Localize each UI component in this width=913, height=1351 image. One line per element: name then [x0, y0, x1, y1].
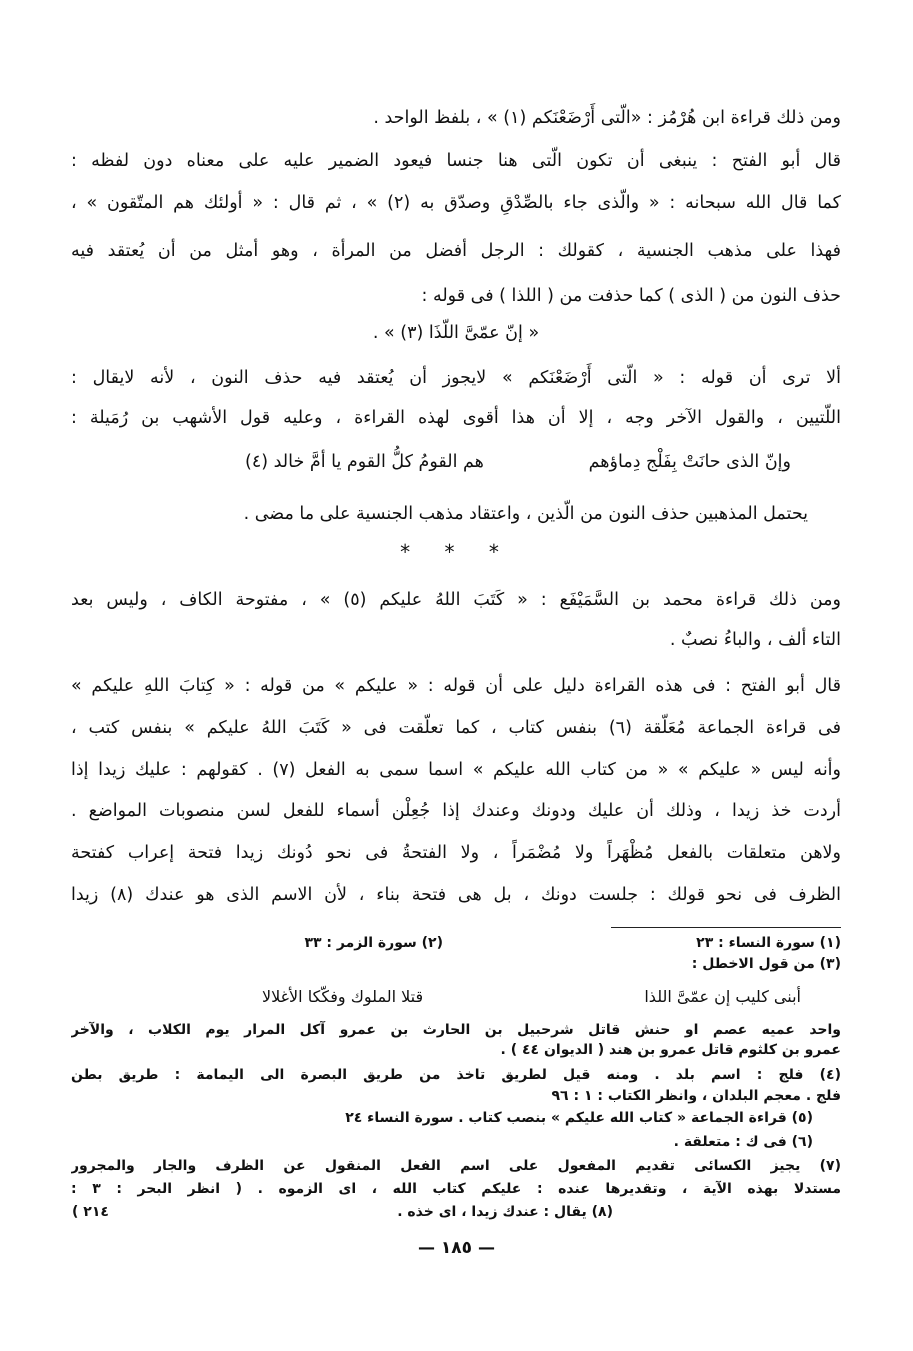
footnote-7-line-2: مستدلا بهذه الآية ، وتقديرها عنده : عليكم كتاب الله ، اى الزموه . ( انظر البحر : ٣ : [71, 1181, 841, 1197]
body-line-7: ألا ترى أن قوله : « الّتى أَرْضَعْنَكم » لايجوز أن يُعتقد فيه حذف النون ، لأنه لايقال : [71, 368, 841, 388]
body-line-17: الظرف فى نحو قولك : جلست دونك ، بل هى فتحة بناء ، لأن الاسم الذى هو عندك (٨) زيدا [71, 885, 841, 905]
footnote-1: (١) سورة النساء : ٢٣ [696, 935, 841, 951]
footnote-3-verse-second: قتلا الملوك وفكّكا الأغلالا [262, 987, 424, 1006]
body-line-16: ولاهن متعلقات بالفعل مُظْهَراً ولا مُضْمَراً ، ولا الفتحةُ فى نحو دُونك زيدا فتحة إعراب كفتحة [71, 843, 841, 863]
verse-second-hemistich: هم القومُ كلُّ القوم يا أمَّ خالد (٤) [245, 452, 484, 472]
footnote-3: (٣) من قول الاخطل : [691, 956, 841, 972]
section-separator: * * * [400, 540, 513, 564]
footnote-8: (٨) يقال : عندك زيدا ، اى خذه . [397, 1204, 613, 1220]
footnote-4-line-2: فلج . معجم البلدان ، وانظر الكتاب : ١ : ٩٦ [551, 1088, 841, 1104]
footnote-3-verse-first: أبنى كليب إن عمّىَّ اللذا [644, 987, 801, 1006]
body-line-14: وأنه ليس « عليكم » « من كتاب الله عليكم » اسما سمى به الفعل (٧) . كقولهم : عليك زيدا إذا [71, 760, 841, 780]
body-line-9: يحتمل المذهبين حذف النون من الّذين ، واعتقاد مذهب الجنسية على ما مضى . [243, 504, 808, 524]
footnote-6: (٦) فى ك : متعلقة . [673, 1134, 813, 1150]
footnote-7-line-1: (٧) يجيز الكسائى تقديم المفعول على اسم الفعل المنقول عن الظرف والجار والمجرور [71, 1158, 841, 1174]
page-number: — ١٨٥ — [418, 1238, 495, 1258]
body-line-8: اللّتيين ، والقول الآخر وجه ، إلا أن هذا أقوى لهذه القراءة ، وعليه قول الأشهب بن رُمَيلة : [71, 408, 841, 428]
body-line-12: قال أبو الفتح : فى هذه القراءة دليل على أن قوله : « عليكم » من قوله : « كِتابَ اللهِ عليكم » [71, 676, 841, 696]
body-line-5: حذف النون من ( الذى ) كما حذفت من ( اللذا ) فى قوله : [421, 286, 841, 306]
footnote-7-line-3: ٢١٤ ) [72, 1204, 109, 1220]
body-line-2: قال أبو الفتح : ينبغى أن تكون الّتى هنا جنسا فيعود الضمير عليه على معناه دون لفظه : [71, 151, 841, 171]
body-line-13: فى قراءة الجماعة مُعَلّقة (٦) بنفس كتاب ، كما تعلّقت فى « كَتَبَ اللهُ عليكم » بنفس كتب ، [71, 718, 841, 738]
footnote-5: (٥) قراءة الجماعة « كتاب الله عليكم » بنصب كتاب . سورة النساء ٢٤ [345, 1110, 813, 1126]
body-line-11: التاء ألف ، والباءُ نصبٌ . [669, 630, 841, 650]
body-line-15: أردت خذ زيدا ، وذلك أن عليك ودونك وعندك إذا جُعِلْن أسماء للفعل لسن منصوبات المواضع . [71, 801, 841, 821]
body-line-3: كما قال الله سبحانه : « والّذى جاء بالصِّدْقِ وصدّق به (٢) » ، ثم قال : « أولئك هم المتّقون » ، [71, 193, 841, 213]
footnote-2: (٢) سورة الزمر : ٣٣ [304, 935, 443, 951]
footnote-3-line-2: عمرو بن كلثوم قاتل عمرو بن هند ( الديوان ٤٤ ) . [500, 1042, 841, 1058]
quoted-fragment: « إنّ عمّىَّ اللّذَا (٣) » . [372, 323, 540, 343]
footnote-4-line-1: (٤) فلج : اسم بلد . ومنه قيل لطريق تاخذ من طريق البصرة الى اليمامة : طريق بطن [71, 1067, 841, 1083]
footnote-3-line-1: واحد عميه عصم او حنش قاتل شرحبيل بن الحارث بن عمرو آكل المرار يوم الكلاب ، والآخر [71, 1022, 841, 1038]
footnote-rule [611, 927, 841, 928]
body-line-10: ومن ذلك قراءة محمد بن السَّمَيْفَع : « كَتَبَ اللهُ عليكم (٥) » ، مفتوحة الكاف ، وليس بعد [71, 590, 841, 610]
body-line-4: فهذا على مذهب الجنسية ، كقولك : الرجل أفضل من المرأة ، وهو أمثل من أن يُعتقد فيه [71, 241, 841, 261]
body-line-1: ومن ذلك قراءة ابن هُرْمُز : «الّتى أَرْضَعْنَكم (١) » ، بلفظ الواحد . [373, 108, 841, 128]
verse-first-hemistich: وإنّ الذى حانَتْ بِفَلْج دِماؤهم [588, 452, 791, 472]
